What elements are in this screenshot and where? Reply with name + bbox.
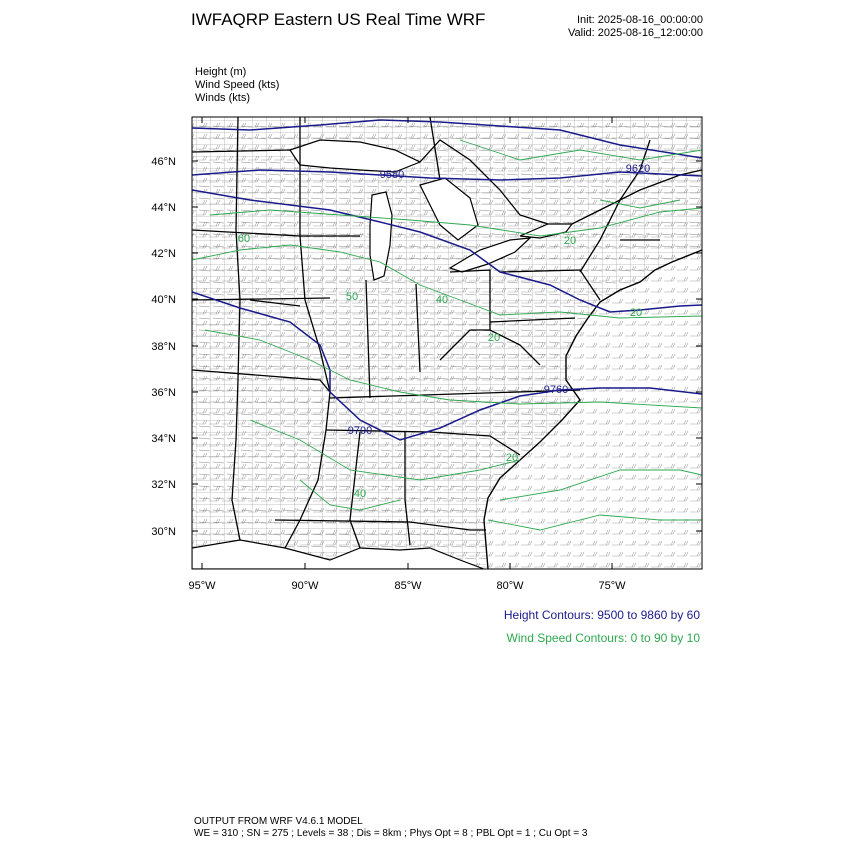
lon-tick-label: 80°W xyxy=(496,580,524,592)
wind-contour-label: 20 xyxy=(563,235,577,247)
field-wind-speed: Wind Speed (kts) xyxy=(195,79,280,91)
height-contour-label: 9700 xyxy=(347,425,373,437)
wind-contour-legend: Wind Speed Contours: 0 to 90 by 10 xyxy=(506,631,700,645)
lat-tick-label: 30°N xyxy=(151,526,176,538)
lon-tick-label: 75°W xyxy=(598,580,626,592)
lat-tick-label: 40°N xyxy=(151,294,176,306)
height-contour-legend: Height Contours: 9500 to 9860 by 60 xyxy=(503,608,700,622)
wind-contour-label: 60 xyxy=(237,233,251,245)
lat-tick-label: 38°N xyxy=(151,341,176,353)
lon-tick-label: 90°W xyxy=(291,580,319,592)
map-title: IWFAQRP Eastern US Real Time WRF xyxy=(191,10,486,29)
lat-tick-label: 32°N xyxy=(151,479,176,491)
wind-contour-label: 20 xyxy=(629,307,643,319)
init-time: Init: 2025-08-16_00:00:00 xyxy=(577,14,703,26)
field-height: Height (m) xyxy=(195,66,247,78)
wind-contour-label: 20 xyxy=(487,332,501,344)
wind-contour-label: 40 xyxy=(435,294,449,306)
lat-tick-label: 36°N xyxy=(151,387,176,399)
wind-contour-label: 40 xyxy=(353,488,367,500)
lat-tick-label: 34°N xyxy=(151,433,176,445)
footer-config: WE = 310 ; SN = 275 ; Levels = 38 ; Dis = 8km ; Phys Opt = 8 ; PBL Opt = 1 ; Cu Opt = 3 xyxy=(194,828,588,839)
lat-tick-label: 46°N xyxy=(151,156,176,168)
lat-tick-label: 42°N xyxy=(151,248,176,260)
footer-model: OUTPUT FROM WRF V4.6.1 MODEL xyxy=(194,816,363,827)
valid-time: Valid: 2025-08-16_12:00:00 xyxy=(568,27,703,39)
wind-contour-label: 20 xyxy=(505,452,519,464)
height-contour-label: 9620 xyxy=(625,163,651,175)
height-contour-label: 9760 xyxy=(543,384,569,396)
lon-tick-label: 95°W xyxy=(188,580,216,592)
height-contour-label: 9580 xyxy=(379,169,405,181)
lat-tick-label: 44°N xyxy=(151,202,176,214)
field-winds: Winds (kts) xyxy=(195,92,250,104)
wind-contour-label: 50 xyxy=(345,291,359,303)
lon-tick-label: 85°W xyxy=(394,580,422,592)
model-info-footer xyxy=(194,816,587,840)
